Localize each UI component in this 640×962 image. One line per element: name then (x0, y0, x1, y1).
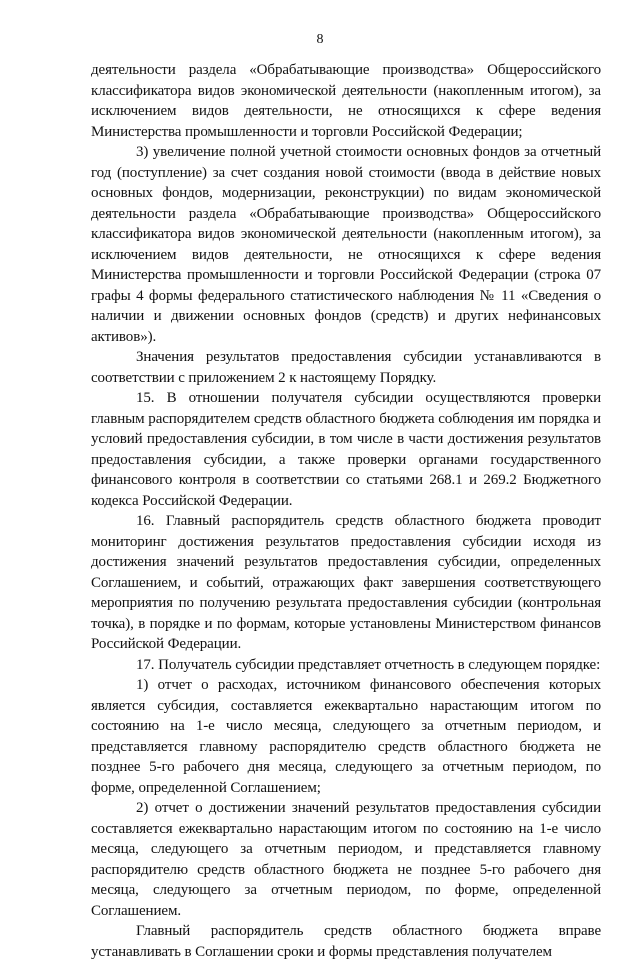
paragraph-report-2: 2) отчет о достижении значений результатов предоставления субсидии составляется ежеквартально нарастающим итогом по состоянию на 1-е число месяца, следующего за отчетным периодом, и представляется главному распорядителю средств областного бюджета не позднее 5-го рабочего дня месяца, следующего за отчетным периодом, по форме, определенной Соглашением. (91, 800, 601, 919)
paragraph-distributor-right: Главный распорядитель средств областного бюджета вправе устанавливать в Соглашении сроки и формы представления получателем (91, 923, 601, 960)
document-body (91, 60, 601, 962)
paragraph-item-3: 3) увеличение полной учетной стоимости основных фондов за отчетный год (поступление) за счет создания новой стоимости (ввода в действие новых основных фондов, модернизации, реконструкции) по видам экономической деятельности раздела «Обрабатывающие производства» Общероссийского классификатора видов экономической деятельности (накопленным итогом), за исключением видов деятельности, не относящихся к сфере ведения Министерства промышленности и торговли Российской Федерации (строка 07 графы 4 формы федерального статистического наблюдения № 11 «Сведения о наличии и движении основных фондов (средств) и других нефинансовых активов»). (91, 144, 601, 345)
page-number: 8 (316, 32, 324, 47)
paragraph-section-17: 17. Получатель субсидии представляет отчетность в следующем порядке: (136, 656, 601, 673)
paragraph-section-16: 16. Главный распорядитель средств областного бюджета проводит мониторинг достижения результатов предоставления субсидии исходя из достижения значений результатов предоставления субсидии, определенных Соглашением, и событий, отражающих факт завершения соответствующего мероприятия по получению результата предоставления субсидии (контрольная точка), в порядке и по формам, которые установлены Министерством финансов Российской Федерации. (91, 513, 601, 652)
paragraph-section-15: 15. В отношении получателя субсидии осуществляются проверки главным распорядителем средств областного бюджета соблюдения им порядка и условий предоставления субсидии, в том числе в части достижения результатов предоставления субсидии, а также проверки органами государственного финансового контроля в соответствии со статьями 268.1 и 269.2 Бюджетного кодекса Российской Федерации. (91, 390, 601, 509)
paragraph-continuation: деятельности раздела «Обрабатывающие производства» Общероссийского классификатора видов экономической деятельности (накопленным итогом), за исключением видов деятельности, не относящихся к сфере ведения Министерства промышленности и торговли Российской Федерации; (91, 62, 601, 140)
paragraph-result-values: Значения результатов предоставления субсидии устанавливаются в соответствии с приложением 2 к настоящему Порядку. (91, 349, 601, 386)
paragraph-report-1: 1) отчет о расходах, источником финансового обеспечения которых является субсидия, составляется ежеквартально нарастающим итогом по состоянию на 1-е число месяца, следующего за отчетным периодом, и представляется главному распорядителю средств областного бюджета не позднее 5-го рабочего дня месяца, следующего за отчетным периодом, по форме, определенной Соглашением; (91, 677, 601, 796)
